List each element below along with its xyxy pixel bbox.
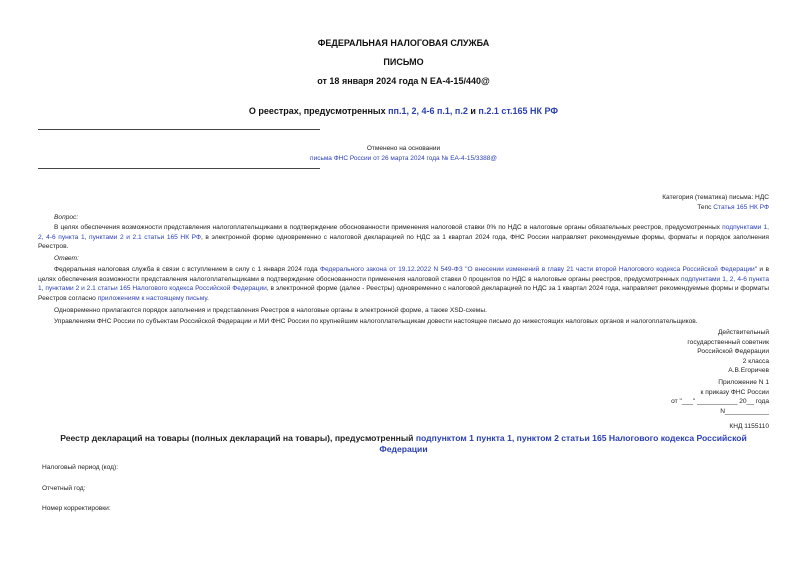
answer-text-4: .	[206, 294, 209, 302]
appendix-block	[671, 378, 769, 416]
question-label: Вопрос:	[54, 214, 79, 221]
divider-top	[38, 129, 320, 130]
question-link[interactable]: подпунктами 1, 2, 4-6 пункта 1, пунктами 2 и 2.1 статьи 165 НК РФ	[38, 224, 769, 241]
answer-link-articles[interactable]: подпунктами 1, 2, 4-6 пункта 1, пунктами 2 и 2.1 статьи 165 Налогового кодекса Российской Федерации	[38, 275, 769, 293]
answer-paragraph-1	[38, 265, 769, 303]
answer-text-3: , в электронной форме (далее - Реестры) одновременно с налоговой декларацией по НДС за 1 квартал 2024 года, направляет рекомендуемые формы и форматы Реестров согласно	[38, 285, 769, 302]
answer-label: Ответ:	[54, 255, 79, 262]
subject-link-1[interactable]: пп.1, 2, 4-6 п.1, п.2	[388, 106, 468, 116]
topic-label: Тепс	[697, 204, 714, 211]
answer-link-appendices[interactable]: приложениям к настоящему письму	[97, 294, 207, 302]
divider-bottom	[38, 168, 320, 169]
subject-link-2[interactable]: п.2.1 ст.165 НК РФ	[478, 106, 559, 116]
appendix-number: N____________	[720, 407, 769, 415]
doc-date-number: от 18 января 2024 года N ЕА-4-15/440@	[317, 76, 490, 86]
topic-link[interactable]: Статья 165 НК РФ	[713, 204, 769, 211]
answer-text-1: Федеральная налоговая служба в связи с вступлением в силу с 1 января 2024 года	[54, 266, 320, 273]
doc-type: ПИСЬМО	[383, 57, 424, 67]
question-text-end: , в электронной форме одновременно с налоговой декларацией по НДС за 1 квартал 2024 года, ФНС России направляет рекомендуемые формы, форматы и порядок заполнения Реестров.	[38, 233, 769, 251]
letter-category: Категория (тематика) письма: НДС	[662, 194, 769, 201]
field-tax-period: Налоговый период (код):	[42, 464, 119, 471]
appendix-order: к приказу ФНС России	[700, 388, 769, 396]
subject-mid: и	[467, 106, 479, 116]
signature-line: 2 класса	[742, 357, 769, 365]
question-text-start: В целях обеспечения возможности представления налогоплательщиками в подтверждение обоснованности применения налоговой ставки 0% по НДС в налоговые органы обязательных реестров, предусмотренных	[54, 224, 723, 231]
answer-link-law[interactable]: Федерального закона от 19.12.2022 N 549-ФЗ "О внесении изменений в главу 21 части второй Налогового кодекса Российской Федерации"	[319, 266, 758, 273]
agency-title: ФЕДЕРАЛЬНАЯ НАЛОГОВАЯ СЛУЖБА	[317, 38, 490, 48]
registry-title-link[interactable]: подпунктом 1 пункта 1, пунктом 2 статьи 165 Налогового кодекса Российской Федерации	[379, 433, 747, 454]
letter-topic	[697, 203, 769, 213]
registry-title	[44, 433, 763, 455]
answer-paragraph-2: Одновременно прилагаются порядок заполнения и представления Реестров в налоговые органы в электронной форме, а также XSD-схемы.	[54, 307, 487, 314]
field-report-year: Отчетный год:	[42, 485, 86, 492]
field-correction-number: Номер корректировки:	[42, 505, 111, 512]
answer-text-2: и в целях обеспечения возможности представления налогоплательщиками в подтверждение обоснованности применения налоговой ставки 0 процентов по НДС в налоговые органы реестров, предусмотренных	[38, 266, 769, 283]
cancellation-text: Отменено на основании	[366, 145, 441, 152]
signature-line: Российской Федерации	[697, 348, 769, 356]
subject-line	[0, 106, 807, 116]
signature-block	[687, 328, 769, 376]
cancellation-link-wrap	[0, 155, 807, 162]
appendix-date: от "___" ___________ 20__ года	[671, 398, 769, 406]
signature-line: Действительный	[717, 329, 769, 336]
knd-code: КНД 1155110	[729, 423, 769, 430]
appendix-title: Приложение N 1	[718, 379, 769, 386]
signature-line: государственный советник	[687, 338, 769, 346]
cancellation-link[interactable]: письма ФНС России от 26 марта 2024 года № ЕА-4-15/3388@	[310, 155, 497, 162]
registry-title-text: Реестр деклараций на товары (полных деклараций на товары), предусмотренный	[60, 433, 416, 443]
question-paragraph	[38, 223, 769, 252]
signature-name: А.В.Егоричев	[728, 367, 769, 375]
subject-prefix: О реестрах, предусмотренных	[248, 106, 389, 116]
answer-paragraph-3: Управлениям ФНС России по субъектам Российской Федерации и МИ ФНС России по крупнейшим налогоплательщикам довести настоящее письмо до нижестоящих налоговых органов и налогоплательщиков.	[54, 318, 698, 325]
